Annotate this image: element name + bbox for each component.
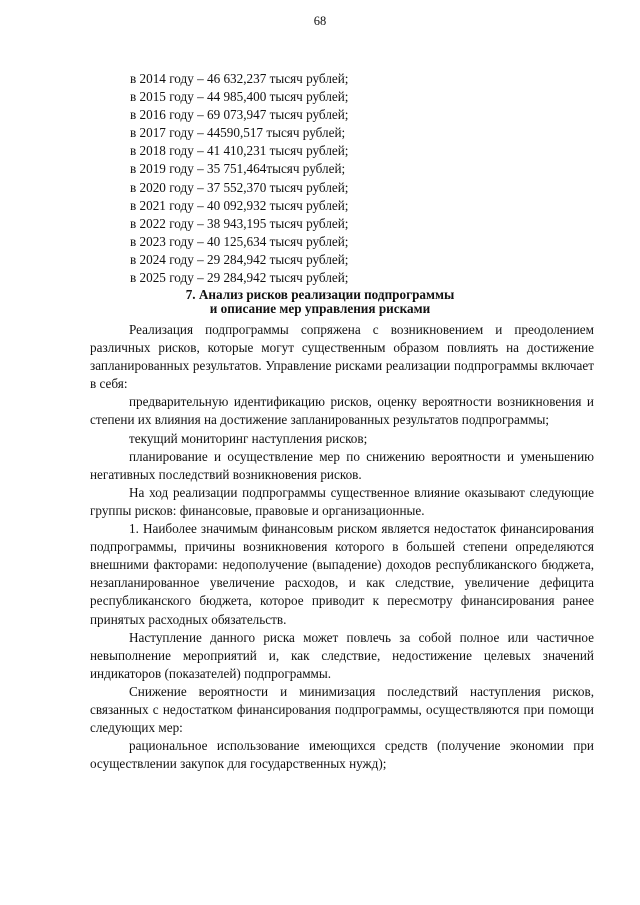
funding-year-2016: в 2016 году – 69 073,947 тысяч рублей;: [130, 107, 349, 123]
section-body: [90, 321, 594, 773]
section-title-line-2: и описание мер управления рисками: [209, 300, 431, 316]
funding-year-2025: в 2025 году – 29 284,942 тысяч рублей;: [130, 270, 349, 286]
funding-year-2018: в 2018 году – 41 410,231 тысяч рублей;: [130, 143, 349, 159]
funding-year-2014: в 2014 году – 46 632,237 тысяч рублей;: [130, 71, 349, 86]
paragraph-mitigation-measures: Снижение вероятности и минимизация последствий наступления рисков, связанных с недостатком финансирования подпрограммы, осуществляются при помощи следующих мер:: [90, 683, 594, 736]
funding-by-year-list: [130, 70, 348, 287]
section-title-line-1: 7. Анализ рисков реализации подпрограммы: [185, 287, 455, 302]
paragraph-list-item-monitoring: текущий мониторинг наступления рисков;: [129, 430, 368, 446]
funding-year-2019: в 2019 году – 35 751,464тысяч рублей;: [130, 161, 346, 177]
funding-year-2017: в 2017 году – 44590,517 тысяч рублей;: [130, 125, 346, 141]
funding-year-2024: в 2024 году – 29 284,942 тысяч рублей;: [130, 251, 349, 267]
funding-year-2021: в 2021 году – 40 092,932 тысяч рублей;: [130, 197, 349, 213]
paragraph-risk-consequences: Наступление данного риска может повлечь за собой полное или частичное невыполнение мероприятий и, как следствие, недостижение целевых значений индикаторов (показателей) подпрограммы.: [90, 629, 594, 681]
funding-year-2022: в 2022 году – 38 943,195 тысяч рублей;: [130, 215, 349, 231]
paragraph-financial-risk: 1. Наиболее значимым финансовым риском является недостаток финансирования подпрограммы, причины возникновения которого в большей степени определяются внешними факторами: недополучение (выпадение) доходов республиканского бюджета, незапланированное увеличение расходов, и как следствие, увеличение дефицита республиканского бюджета, которое приводит к пересмотру финансирования ранее принятых расходных обязательств.: [90, 521, 594, 627]
paragraph-intro: Реализация подпрограммы сопряжена с возникновением и преодолением различных рисков, которые могут существенным образом повлиять на достижение запланированных результатов. Управление рисками реализации подпрограммы включает в себя:: [90, 322, 594, 392]
paragraph-list-item-rational-use: рациональное использование имеющихся средств (получение экономии при осуществлении закупок для государственных нужд);: [90, 738, 594, 772]
page-number: 68: [313, 14, 327, 28]
paragraph-list-item-planning: планирование и осуществление мер по снижению вероятности и уменьшению негативных последствий возникновения рисков.: [90, 448, 594, 482]
funding-year-2020: в 2020 году – 37 552,370 тысяч рублей;: [130, 179, 349, 195]
paragraph-risk-groups: На ход реализации подпрограммы существенное влияние оказывают следующие группы рисков: финансовые, правовые и организационные.: [90, 484, 594, 518]
section-heading: [0, 288, 640, 315]
funding-year-2015: в 2015 году – 44 985,400 тысяч рублей;: [130, 89, 349, 105]
paragraph-list-item-identification: предварительную идентификацию рисков, оценку вероятности возникновения и степени их влияния на достижение запланированных результатов подпрограммы;: [90, 394, 594, 428]
funding-year-2023: в 2023 году – 40 125,634 тысяч рублей;: [130, 233, 349, 249]
